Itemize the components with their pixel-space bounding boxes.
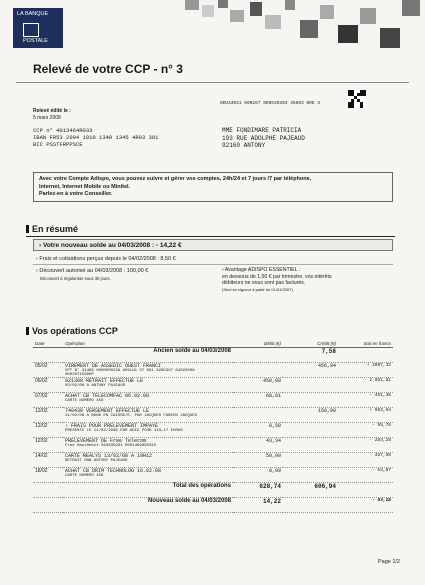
table-row [33, 423, 393, 438]
op-label-main: ACHAT CB TELECOMFAC 06.02.08 [65, 393, 150, 399]
new-balance-row-cell [283, 498, 338, 513]
header-debit: Débit (€) [233, 340, 283, 348]
info-box [33, 172, 393, 202]
op-label [63, 378, 233, 393]
advantage-line: débiteurs ne vous sont pas facturés. [222, 280, 306, 286]
op-label-main: VIREMENT DE ASSEDIC OUEST FRANCI [65, 363, 162, 369]
op-francs: + 983,94 [338, 408, 393, 423]
overdraft-sub: Découvert à régulariser sous 30 jours. [40, 276, 111, 281]
op-francs: - 284,29 [338, 438, 393, 453]
op-date: 12/02 [33, 438, 63, 453]
new-balance-row-cell [33, 498, 63, 513]
address-line: 92160 ANTONY [222, 142, 266, 149]
new-balance-row-cell: Nouveau solde au 04/03/2008 [63, 498, 233, 513]
op-label [63, 423, 233, 438]
new-balance-row-cell: - 93,28 [338, 498, 393, 513]
op-label-detail: 03/02/08 A ANTONY PAJEAUD [65, 384, 126, 388]
op-label-detail: 0002071560HP [65, 373, 94, 377]
total-row-cell: 628,74 [233, 483, 283, 498]
bank-name-line1: LA BANQUE [17, 11, 49, 17]
recipient-address [222, 127, 305, 150]
divider [26, 236, 395, 237]
barcode-text: 0DU43021 000267 0D0539393 45603 0RE 3 [220, 101, 320, 106]
overdraft-line: › Découvert autorisé au 04/03/2008 : 100,00 € [36, 268, 149, 274]
total-row-cell [338, 483, 393, 498]
op-label-main: 921300 RETRAIT EFFECTUE LE [65, 378, 144, 384]
op-label-detail: CARTE NUMERO 456 [65, 474, 104, 478]
new-balance-row-cell: 14,22 [233, 498, 283, 513]
bic-value: PSSTFRPPSCE [46, 141, 83, 148]
op-debit: 8,09 [233, 468, 283, 483]
op-date: 14/02 [33, 453, 63, 468]
new-balance-row [33, 498, 393, 513]
edit-date: 5 mars 2008 [33, 114, 61, 121]
total-row [33, 483, 393, 498]
op-label [63, 363, 233, 378]
op-francs: - 53,07 [338, 468, 393, 483]
operations-table [33, 340, 393, 513]
divider [16, 82, 409, 83]
edit-label: Relevé édité le : [33, 108, 71, 114]
op-debit: 450,00 [233, 378, 283, 393]
op-credit [283, 468, 338, 483]
edit-date-block [33, 108, 71, 121]
op-label [63, 408, 233, 423]
fees-line: › Frais et cotisations perçus depuis le 04/02/2008 : 8,50 € [36, 256, 176, 262]
qr-code-icon [348, 90, 366, 108]
op-label-main: ACHAT CB DRIM TECHNOLOG 16.02.08 [65, 468, 162, 474]
old-balance-row [33, 348, 393, 363]
advantage-line: › Avantage ADISPO ESSENTIEL : [222, 267, 301, 273]
op-label-detail: 11/02/08 A BONS EN CAISSE/E. PAR JACQUES FABIEN JACQUES [65, 414, 198, 418]
op-debit: 50,00 [233, 453, 283, 468]
op-label-detail: CPT N° 31489 000000022A AS9LN1 ST 091 6285307 04022008 [65, 369, 195, 373]
op-label-detail: PRESENTE LE 11/02/2008 PAR ADIE POUR 143,17 EUROS [65, 429, 183, 433]
table-row [33, 453, 393, 468]
table-row [33, 363, 393, 378]
bic-label: BIC [33, 141, 43, 148]
resume-title [26, 224, 78, 234]
op-francs: + 2997,32 [338, 363, 393, 378]
op-label-main: CARTE REALYS 13/02/08 A 19H12 [65, 453, 153, 459]
op-credit [283, 453, 338, 468]
op-debit: 68,81 [233, 393, 283, 408]
bank-logo [13, 8, 63, 48]
ccp-number: 4013464R033 [56, 127, 93, 134]
op-label-detail: RETRAIT DAB ANTONY PAJEAUD [65, 459, 128, 463]
op-label-main: 740430 VERSEMENT EFFECTUE LE [65, 408, 150, 414]
adispo-advantage [222, 267, 332, 293]
page-number: Page 1/2 [377, 559, 400, 565]
op-label-detail: CARTE NUMERO 456 [65, 399, 104, 403]
advantage-line: en dessous de 1,50 € par trimestre, vos intérêts [222, 273, 332, 280]
op-date: 12/02 [33, 408, 63, 423]
op-label [63, 468, 233, 483]
info-line: Internet, Internet Mobile ou Minitel. [39, 183, 131, 190]
operations-title-text: Vos opérations CCP [32, 326, 118, 336]
op-credit: 150,00 [283, 408, 338, 423]
op-date: 06/02 [33, 378, 63, 393]
op-debit [233, 363, 283, 378]
info-line: Parlez-en à votre Conseiller. [39, 191, 113, 197]
section-bar [26, 225, 29, 233]
new-balance-summary: › Votre nouveau solde au 04/03/2008 : - 14,22 € [33, 239, 393, 251]
op-label-main: › FRAIS POUR PRELEVEMENT IMPAYE [65, 423, 159, 429]
op-date: 12/02 [33, 423, 63, 438]
old-balance-value: 7,58 [283, 348, 338, 363]
table-row [33, 438, 393, 453]
table-header-row [33, 340, 393, 348]
op-label-main: PRELEVEMENT DE Free Telecom [65, 438, 147, 444]
op-francs: - 451,36 [338, 393, 393, 408]
op-label [63, 453, 233, 468]
iban-value: FR53 2004 1010 1340 1345 4R03 301 [49, 134, 159, 141]
op-date: 18/02 [33, 468, 63, 483]
address-line: MME FONDIMARE PATRICIA [222, 127, 302, 134]
total-row-cell: Total des opérations [63, 483, 233, 498]
resume-title-text: En résumé [32, 224, 79, 234]
page-title: Relevé de votre CCP - n° 3 [33, 62, 183, 76]
op-debit: 43,34 [233, 438, 283, 453]
header-credit: Crédit (€) [283, 340, 338, 348]
operations-title [26, 326, 118, 336]
op-credit [283, 438, 338, 453]
op-credit [283, 423, 338, 438]
ccp-label: CCP n° [33, 127, 53, 134]
account-details [33, 127, 158, 148]
bank-name-line2: POSTALE [23, 38, 48, 44]
table-row [33, 408, 393, 423]
table-row [33, 468, 393, 483]
bird-icon [23, 23, 39, 37]
advantage-line: (Seul en vigueur à partir du 01/01/2007) [222, 286, 293, 292]
header-francs: Soit en francs [338, 340, 393, 348]
total-row-cell: 606,94 [283, 483, 338, 498]
op-date: 07/02 [33, 393, 63, 408]
divider [33, 264, 393, 265]
iban-label: IBAN [33, 134, 47, 141]
section-bar [26, 327, 29, 335]
op-date: 05/02 [33, 363, 63, 378]
op-label [63, 438, 233, 453]
table-row [33, 393, 393, 408]
op-debit: 8,50 [233, 423, 283, 438]
op-debit [233, 408, 283, 423]
op-label [63, 393, 233, 408]
op-credit [283, 378, 338, 393]
op-credit: 456,94 [283, 363, 338, 378]
address-line: 193 RUE ADOLPHE PAJEAUD [222, 134, 305, 142]
op-francs: - 55,76 [338, 423, 393, 438]
header-mosaic [160, 0, 425, 55]
header-operation: Opération [63, 340, 233, 348]
header-date: Date [33, 340, 63, 348]
table-row [33, 378, 393, 393]
info-line: Avec votre Compte Adispo, vous pouvez suivre et gérer vos comptes, 24h/24 et 7 jours /7 par téléphone, [39, 176, 312, 182]
op-label-detail: Free HautDebit 563635931 R001469995315 [65, 444, 157, 448]
op-credit [283, 393, 338, 408]
old-balance-label: Ancien solde au 04/03/2008 [63, 348, 233, 363]
op-francs: - 2 951,81 [338, 378, 393, 393]
total-row-cell [33, 483, 63, 498]
op-francs: - 327,98 [338, 453, 393, 468]
